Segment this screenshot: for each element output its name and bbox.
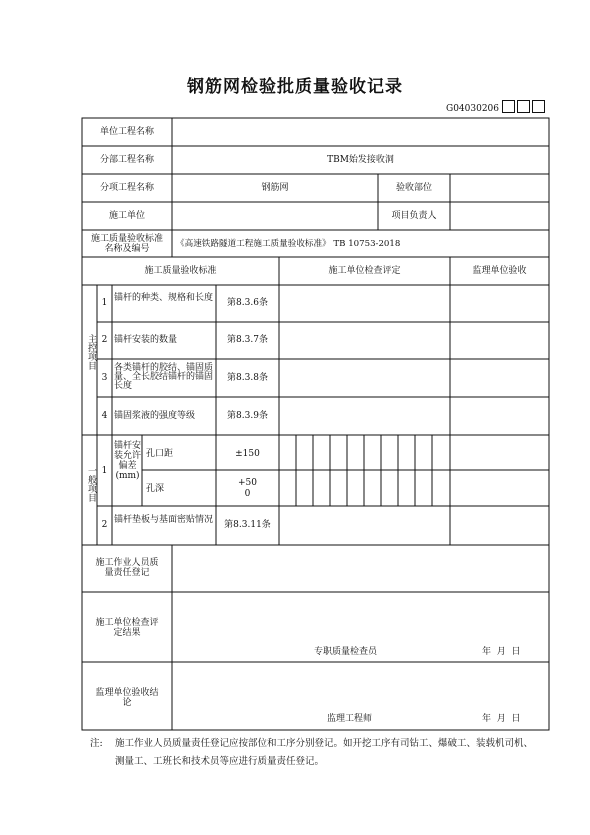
document-title: 钢筋网检验批质量验收记录 [187, 77, 403, 97]
main-items-group-label: 主控项目 [86, 334, 96, 370]
general-item-2-desc: 锚杆垫板与基面密贴情况 [114, 515, 214, 525]
main-item-4-clause: 第8.3.9条 [227, 411, 268, 421]
item-project-label: 分项工程名称 [99, 183, 154, 193]
general-item-2-clause: 第8.3.11条 [224, 520, 271, 530]
hole-distance-value: ±150 [235, 449, 260, 459]
hole-depth-label: 孔深 [146, 484, 165, 494]
construction-unit-label: 施工单位 [108, 211, 145, 221]
main-item-1-clause: 第8.3.6条 [227, 298, 268, 308]
anchor-deviation-label: 锚杆安装允许偏差(mm) [114, 441, 142, 481]
main-item-3-clause: 第8.3.8条 [227, 373, 268, 383]
main-item-2-no: 2 [101, 335, 108, 345]
general-item-1-no: 1 [101, 466, 108, 476]
document-code: G04030206 [446, 104, 499, 114]
quality-inspector-label: 专职质量检查员 [314, 647, 378, 657]
hole-distance-label: 孔口距 [146, 449, 174, 459]
main-item-2-clause: 第8.3.7条 [227, 335, 268, 345]
main-item-2-desc: 锚杆安装的数量 [114, 335, 178, 345]
item-project-value: 钢筋网 [261, 183, 289, 193]
worker-registration-label: 施工作业人员质量责任登记 [95, 558, 159, 578]
note-prefix: 注: [90, 738, 103, 749]
hole-depth-value-bottom: 0 [244, 489, 251, 499]
main-item-4-desc: 锚固浆液的强度等级 [114, 411, 196, 421]
inspect-part-label: 验收部位 [395, 183, 432, 193]
supervision-date: 年 月 日 [482, 714, 521, 724]
main-item-1-no: 1 [101, 298, 108, 308]
standard-label-2: 名称及编号 [104, 244, 150, 254]
sub-project-label: 分部工程名称 [99, 155, 154, 165]
standard-value: 《高速铁路隧道工程施工质量验收标准》 TB 10753-2018 [176, 239, 401, 249]
note-line-1: 施工作业人员质量责任登记应按部位和工序分别登记。如开挖工序有司钻工、爆破工、装载机司机、 [115, 738, 534, 749]
sub-project-value: TBM始发接收洞 [327, 155, 394, 165]
main-item-3-desc: 各类锚杆的胶结、锚固质量、全长胶结锚杆的锚固长度 [114, 363, 214, 391]
check-result-label: 施工单位检查评定结果 [95, 618, 159, 638]
col-header-supervision: 监理单位验收 [472, 266, 527, 276]
col-header-standard: 施工质量验收标准 [144, 266, 217, 276]
main-item-1-desc: 锚杆的种类、规格和长度 [114, 293, 214, 303]
unit-project-label: 单位工程名称 [99, 127, 154, 137]
general-item-2-no: 2 [101, 520, 108, 530]
supervising-engineer-label: 监理工程师 [327, 714, 373, 724]
supervision-conclusion-label: 监理单位验收结论 [95, 688, 159, 708]
col-header-check: 施工单位检查评定 [328, 266, 401, 276]
project-manager-label: 项目负责人 [391, 211, 437, 221]
general-items-group-label: 一般项目 [86, 466, 96, 502]
standard-label-1: 施工质量验收标准 [90, 234, 163, 244]
main-item-3-no: 3 [101, 373, 108, 383]
check-date: 年 月 日 [482, 647, 521, 657]
note-line-2: 测量工、工班长和技术员等应进行质量责任登记。 [115, 756, 325, 767]
hole-depth-value-top: +50 [238, 478, 257, 488]
main-item-4-no: 4 [101, 411, 108, 421]
